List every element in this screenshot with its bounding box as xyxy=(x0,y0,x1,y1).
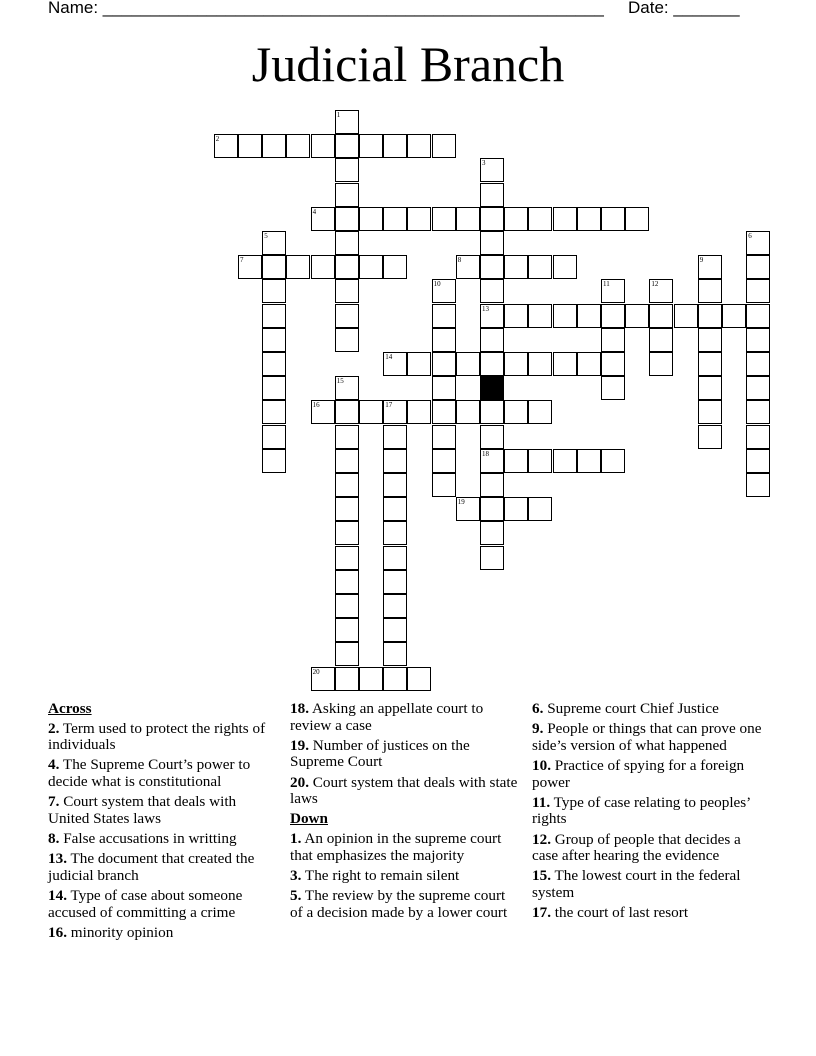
grid-cell[interactable] xyxy=(601,207,625,231)
clue-item-text: Court system that deals with United States laws xyxy=(48,793,237,827)
clue-item xyxy=(290,701,520,734)
grid-cell[interactable] xyxy=(286,255,310,279)
clue-column-2 xyxy=(290,701,520,925)
clue-item-text: Group of people that decides a case after hearing the evidence xyxy=(532,830,741,865)
clue-number: 17 xyxy=(385,401,393,410)
grid-cell[interactable] xyxy=(335,449,359,473)
grid-cell[interactable] xyxy=(577,207,601,231)
clue-item xyxy=(532,832,768,865)
grid-cell[interactable] xyxy=(383,594,407,618)
grid-cell[interactable] xyxy=(432,376,456,400)
clue-item-text: Supreme court Chief Justice xyxy=(543,700,719,717)
clue-item xyxy=(290,738,520,771)
grid-cell[interactable] xyxy=(456,400,480,424)
grid-cell[interactable] xyxy=(528,207,552,231)
grid-cell[interactable] xyxy=(335,328,359,352)
grid-cell[interactable] xyxy=(359,134,383,158)
clue-item-number: 15. xyxy=(532,867,551,885)
grid-cell[interactable] xyxy=(480,473,504,497)
grid-cell[interactable] xyxy=(383,425,407,449)
grid-cell[interactable] xyxy=(504,207,528,231)
grid-cell[interactable] xyxy=(383,207,407,231)
clue-number: 20 xyxy=(312,667,320,676)
clue-item xyxy=(48,925,278,942)
grid-cell[interactable] xyxy=(698,304,722,328)
grid-cell[interactable] xyxy=(262,255,286,279)
grid-cell[interactable] xyxy=(262,279,286,303)
clue-number: 3 xyxy=(482,159,486,168)
grid-cell[interactable] xyxy=(746,400,770,424)
grid-cell[interactable] xyxy=(214,134,238,158)
grid-cell[interactable] xyxy=(746,352,770,376)
clue-item-number: 16. xyxy=(48,923,67,941)
grid-cell[interactable] xyxy=(577,352,601,376)
grid-cell[interactable] xyxy=(504,304,528,328)
grid-cell[interactable] xyxy=(649,352,673,376)
grid-cell[interactable] xyxy=(311,134,335,158)
grid-cell[interactable] xyxy=(286,134,310,158)
grid-cell[interactable] xyxy=(698,400,722,424)
clue-item-number: 4. xyxy=(48,756,60,774)
grid-cell[interactable] xyxy=(262,376,286,400)
clue-item-text: The lowest court in the federal system xyxy=(532,867,741,901)
clue-item xyxy=(290,775,520,808)
grid-cell[interactable] xyxy=(480,158,504,182)
grid-cell[interactable] xyxy=(335,134,359,158)
grid-cell[interactable] xyxy=(432,134,456,158)
clue-number: 6 xyxy=(748,232,752,240)
clue-column-3 xyxy=(532,701,768,925)
clue-item-text: The Supreme Court’s power to decide what is constitutional xyxy=(48,756,251,790)
clue-item-number: 12. xyxy=(532,830,551,848)
grid-cell[interactable] xyxy=(335,618,359,642)
grid-cell[interactable] xyxy=(311,667,335,691)
grid-cell[interactable] xyxy=(649,304,673,328)
grid-cell[interactable] xyxy=(528,449,552,473)
grid-cell[interactable] xyxy=(407,400,431,424)
across-clue-list xyxy=(48,721,278,942)
clue-item-text: the court of last resort xyxy=(550,904,689,922)
grid-cell[interactable] xyxy=(480,304,504,328)
grid-cell[interactable] xyxy=(480,521,504,545)
clue-item-text: The review by the supreme court of a decision made by a lower court xyxy=(290,886,508,921)
across-clue-list-continued xyxy=(290,701,520,808)
clue-item-number: 9. xyxy=(532,720,544,738)
clue-item xyxy=(290,868,520,885)
grid-cell[interactable] xyxy=(504,497,528,521)
clue-number: 9 xyxy=(699,256,704,265)
grid-cell[interactable] xyxy=(335,158,359,182)
grid-cell[interactable] xyxy=(528,400,552,424)
clue-item-text: Practice of spying for a foreign power xyxy=(532,756,745,791)
grid-cell[interactable] xyxy=(335,255,359,279)
grid-cell[interactable] xyxy=(577,304,601,328)
clue-number: 8 xyxy=(457,256,462,265)
clue-number: 11 xyxy=(603,280,610,289)
grid-cell[interactable] xyxy=(698,376,722,400)
grid-cell[interactable] xyxy=(383,449,407,473)
grid-cell[interactable] xyxy=(262,425,286,449)
grid-cell[interactable] xyxy=(383,642,407,666)
clue-number: 18 xyxy=(482,449,489,458)
grid-cell[interactable] xyxy=(383,546,407,570)
clue-item-number: 14. xyxy=(48,886,67,904)
clue-item-number: 8. xyxy=(48,829,60,847)
grid-cell[interactable] xyxy=(335,304,359,328)
grid-cell[interactable] xyxy=(335,546,359,570)
grid-cell[interactable] xyxy=(335,642,359,666)
grid-cell[interactable] xyxy=(625,207,649,231)
grid-cell[interactable] xyxy=(407,207,431,231)
grid-cell[interactable] xyxy=(311,207,335,231)
grid-cell-black xyxy=(480,376,504,400)
clue-number: 10 xyxy=(433,280,441,289)
grid-cell[interactable] xyxy=(698,352,722,376)
clue-item-text: Type of case relating to peoples’ rights xyxy=(532,793,751,828)
grid-cell[interactable] xyxy=(432,400,456,424)
clue-item-number: 2. xyxy=(48,719,60,737)
grid-cell[interactable] xyxy=(722,304,746,328)
grid-cell[interactable] xyxy=(335,207,359,231)
grid-cell[interactable] xyxy=(480,183,504,207)
grid-cell[interactable] xyxy=(432,207,456,231)
grid-cell[interactable] xyxy=(601,304,625,328)
clue-number: 4 xyxy=(312,207,317,216)
grid-cell[interactable] xyxy=(698,255,722,279)
grid-cell[interactable] xyxy=(746,376,770,400)
grid-cell[interactable] xyxy=(480,231,504,255)
grid-cell[interactable] xyxy=(262,231,286,255)
grid-cell[interactable] xyxy=(601,279,625,303)
grid-cell[interactable] xyxy=(601,328,625,352)
grid-cell[interactable] xyxy=(504,352,528,376)
clue-item-number: 3. xyxy=(290,866,302,884)
across-heading: Across xyxy=(48,700,92,717)
clue-item-number: 11. xyxy=(532,793,551,811)
grid-cell[interactable] xyxy=(746,255,770,279)
grid-cell[interactable] xyxy=(383,618,407,642)
clue-item-number: 10. xyxy=(532,756,551,774)
grid-cell[interactable] xyxy=(553,352,577,376)
grid-cell[interactable] xyxy=(262,328,286,352)
clue-item-number: 13. xyxy=(48,850,67,868)
grid-cell[interactable] xyxy=(480,328,504,352)
clue-item xyxy=(48,831,278,848)
grid-cell[interactable] xyxy=(359,255,383,279)
clue-item-number: 20. xyxy=(290,773,309,791)
clue-number: 14 xyxy=(385,353,393,361)
clue-number: 15 xyxy=(336,377,344,386)
name-field-label: Name: _____________________________________________________ xyxy=(48,0,604,17)
down-clue-list xyxy=(290,831,520,921)
grid-cell[interactable] xyxy=(480,255,504,279)
grid-cell[interactable] xyxy=(601,352,625,376)
grid-cell[interactable] xyxy=(480,400,504,424)
down-heading: Down xyxy=(290,810,328,828)
grid-cell[interactable] xyxy=(480,425,504,449)
grid-cell[interactable] xyxy=(335,279,359,303)
grid-cell[interactable] xyxy=(746,449,770,473)
clue-column-1 xyxy=(48,701,278,945)
grid-cell[interactable] xyxy=(407,352,431,376)
clue-number: 2 xyxy=(215,135,220,144)
grid-cell[interactable] xyxy=(262,449,286,473)
grid-cell[interactable] xyxy=(432,449,456,473)
grid-cell[interactable] xyxy=(746,279,770,303)
grid-cell[interactable] xyxy=(649,279,673,303)
clue-item xyxy=(532,701,768,718)
clue-item xyxy=(290,831,520,864)
clue-number: 1 xyxy=(336,111,341,119)
grid-cell[interactable] xyxy=(383,473,407,497)
grid-cell[interactable] xyxy=(432,352,456,376)
grid-cell[interactable] xyxy=(746,328,770,352)
clue-item-text: Type of case about someone accused of committing a crime xyxy=(48,886,243,921)
clue-item xyxy=(48,757,278,790)
grid-cell[interactable] xyxy=(383,667,407,691)
grid-cell[interactable] xyxy=(262,134,286,158)
clue-item xyxy=(532,905,768,922)
clue-number: 12 xyxy=(651,280,659,289)
grid-cell[interactable] xyxy=(480,352,504,376)
grid-cell[interactable] xyxy=(746,473,770,497)
grid-cell[interactable] xyxy=(480,497,504,521)
clue-number: 5 xyxy=(264,232,268,240)
grid-cell[interactable] xyxy=(625,304,649,328)
grid-cell[interactable] xyxy=(238,255,262,279)
grid-cell[interactable] xyxy=(601,449,625,473)
clue-item-text: False accusations in writting xyxy=(59,829,237,847)
clue-item xyxy=(48,888,278,921)
grid-cell[interactable] xyxy=(311,255,335,279)
clue-item-number: 5. xyxy=(290,886,302,904)
clue-item-number: 1. xyxy=(290,829,302,847)
grid-cell[interactable] xyxy=(383,400,407,424)
clue-number: 7 xyxy=(240,256,244,265)
grid-cell[interactable] xyxy=(698,279,722,303)
clue-number: 19 xyxy=(457,498,465,507)
clue-item-text: The document that created the judicial branch xyxy=(48,850,255,884)
grid-cell[interactable] xyxy=(262,304,286,328)
clue-item-text: The right to remain silent xyxy=(301,866,460,884)
clue-item-text: An opinion in the supreme court that emphasizes the majority xyxy=(290,829,502,864)
grid-cell[interactable] xyxy=(432,279,456,303)
clue-item-text: Number of justices on the Supreme Court xyxy=(290,736,470,771)
clue-item xyxy=(532,795,768,828)
grid-cell[interactable] xyxy=(335,183,359,207)
grid-cell[interactable] xyxy=(456,352,480,376)
grid-cell[interactable] xyxy=(528,352,552,376)
grid-cell[interactable] xyxy=(504,449,528,473)
clue-item xyxy=(532,721,768,754)
grid-cell[interactable] xyxy=(456,207,480,231)
grid-cell[interactable] xyxy=(649,328,673,352)
grid-cell[interactable] xyxy=(480,546,504,570)
grid-cell[interactable] xyxy=(335,667,359,691)
grid-cell[interactable] xyxy=(262,400,286,424)
clue-item-text: Asking an appellate court to review a case xyxy=(290,700,484,734)
grid-cell[interactable] xyxy=(335,400,359,424)
grid-cell[interactable] xyxy=(698,425,722,449)
grid-cell[interactable] xyxy=(335,594,359,618)
clue-item xyxy=(532,868,768,901)
grid-cell[interactable] xyxy=(238,134,262,158)
page-title: Judicial Branch xyxy=(251,36,565,92)
grid-cell[interactable] xyxy=(698,328,722,352)
grid-cell[interactable] xyxy=(383,255,407,279)
grid-cell[interactable] xyxy=(311,400,335,424)
grid-cell[interactable] xyxy=(456,255,480,279)
grid-cell[interactable] xyxy=(504,255,528,279)
grid-cell[interactable] xyxy=(383,497,407,521)
grid-cell[interactable] xyxy=(383,134,407,158)
grid-cell[interactable] xyxy=(456,497,480,521)
grid-cell[interactable] xyxy=(335,473,359,497)
clue-number: 13 xyxy=(482,304,489,313)
grid-cell[interactable] xyxy=(359,400,383,424)
grid-cell[interactable] xyxy=(359,667,383,691)
grid-cell[interactable] xyxy=(335,570,359,594)
grid-cell[interactable] xyxy=(432,304,456,328)
grid-cell[interactable] xyxy=(407,667,431,691)
grid-cell[interactable] xyxy=(335,425,359,449)
clue-item-number: 19. xyxy=(290,736,309,754)
clue-item xyxy=(532,758,768,791)
grid-cell[interactable] xyxy=(528,304,552,328)
grid-cell[interactable] xyxy=(746,425,770,449)
grid-cell[interactable] xyxy=(383,521,407,545)
grid-cell[interactable] xyxy=(553,304,577,328)
grid-cell[interactable] xyxy=(746,304,770,328)
clue-item xyxy=(290,888,520,921)
grid-cell[interactable] xyxy=(504,400,528,424)
grid-cell[interactable] xyxy=(553,449,577,473)
grid-cell[interactable] xyxy=(480,279,504,303)
grid-cell[interactable] xyxy=(407,134,431,158)
grid-cell[interactable] xyxy=(383,352,407,376)
clue-item xyxy=(48,721,278,754)
clue-item-text: Court system that deals with state laws xyxy=(290,773,518,808)
clue-item-number: 17. xyxy=(532,904,551,922)
grid-cell[interactable] xyxy=(553,207,577,231)
clue-item-number: 7. xyxy=(48,793,60,811)
clue-item-text: Term used to protect the rights of individuals xyxy=(48,719,266,754)
clue-item-number: 18. xyxy=(290,700,309,717)
grid-cell[interactable] xyxy=(432,328,456,352)
clue-number: 16 xyxy=(312,401,320,410)
clue-item xyxy=(48,794,278,827)
clue-item-number: 6. xyxy=(532,700,544,717)
grid-cell[interactable] xyxy=(746,231,770,255)
clue-item-text: minority opinion xyxy=(66,923,174,941)
grid-cell[interactable] xyxy=(262,352,286,376)
grid-cell[interactable] xyxy=(359,207,383,231)
grid-cell[interactable] xyxy=(335,110,359,134)
grid-cell[interactable] xyxy=(335,231,359,255)
grid-cell[interactable] xyxy=(577,449,601,473)
grid-cell[interactable] xyxy=(432,425,456,449)
grid-cell[interactable] xyxy=(528,497,552,521)
grid-cell[interactable] xyxy=(335,497,359,521)
grid-cell[interactable] xyxy=(674,304,698,328)
clue-item-text: People or things that can prove one side’s version of what happened xyxy=(532,720,762,754)
grid-cell[interactable] xyxy=(480,207,504,231)
down-clue-list-continued xyxy=(532,701,768,922)
grid-cell[interactable] xyxy=(432,473,456,497)
grid-cell[interactable] xyxy=(553,255,577,279)
grid-cell[interactable] xyxy=(383,570,407,594)
grid-cell[interactable] xyxy=(480,449,504,473)
clue-item xyxy=(48,851,278,884)
grid-cell[interactable] xyxy=(601,376,625,400)
date-field-label: Date: _______ xyxy=(628,0,740,17)
grid-cell[interactable] xyxy=(335,376,359,400)
grid-cell[interactable] xyxy=(335,521,359,545)
grid-cell[interactable] xyxy=(528,255,552,279)
